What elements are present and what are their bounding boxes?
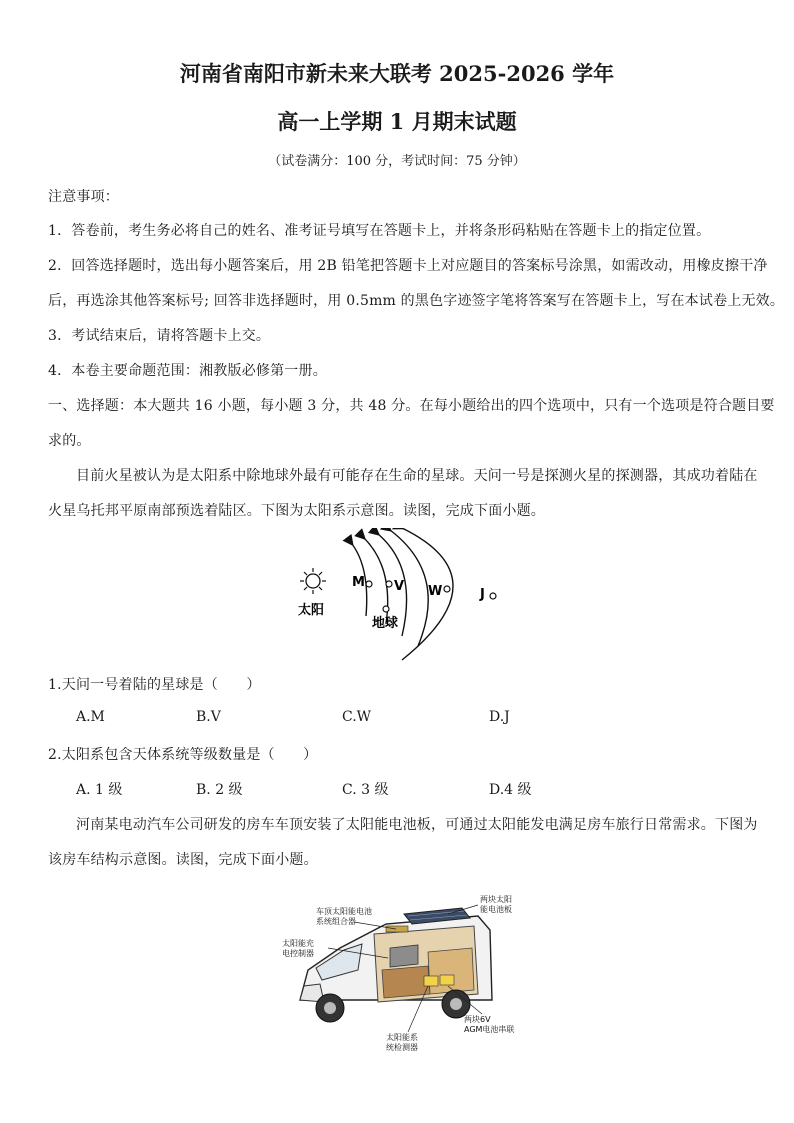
planet-j-dot [490, 593, 496, 599]
q1-option-a[interactable]: A.M [76, 709, 105, 725]
label-charge-controller-1: 太阳能充 [282, 939, 314, 948]
label-battery-2: AGM电池串联 [464, 1025, 515, 1034]
sun-icon [300, 568, 326, 594]
notes-heading: 注意事项： [48, 189, 119, 205]
sun-label: 太阳 [298, 603, 325, 618]
q2-option-c[interactable]: C. 3 级 [342, 782, 389, 798]
note-item-2: 2．回答选择题时，选出每小题答案后，用 2B 铅笔把答题卡上对应题目的答案标号涂黑，如需改动，用橡皮擦干净 [48, 258, 768, 274]
question-2-stem: 2.太阳系包含天体系统等级数量是（ ） [48, 747, 318, 763]
label-charge-controller-2: 电控制器 [282, 949, 314, 958]
q1-option-c[interactable]: C.W [342, 709, 372, 725]
exam-info: （试卷满分：100 分，考试时间：75 分钟） [268, 154, 526, 169]
note-item-2-cont: 后，再选涂其他答案标号; 回答非选择题时，用 0.5mm 的黑色字迹签字笔将答案写在答题卡上，写在本试卷上无效。 [48, 293, 785, 309]
note-item-1: 1．答卷前，考生务必将自己的姓名、准考证号填写在答题卡上，并将条形码粘贴在答题卡上的指定位置。 [48, 223, 711, 239]
passage2-line1: 河南某电动汽车公司研发的房车车顶安装了太阳能电池板，可通过太阳能发电满足房车旅行日常需求。下图为 [76, 817, 758, 833]
label-battery-1: 两块6V [464, 1015, 491, 1024]
note-item-3: 3．考试结束后，请将答题卡上交。 [48, 328, 271, 344]
earth-label: 地球 [372, 616, 399, 631]
question-1-stem: 1.天问一号着陆的星球是（ ） [48, 677, 261, 693]
label-system-detector-2: 统检测器 [386, 1043, 418, 1052]
q2-option-d[interactable]: D.4 级 [489, 782, 532, 798]
note-item-4: 4．本卷主要命题范围：湘教版必修第一册。 [48, 363, 327, 379]
label-roof-combiner-2: 系统组合器 [316, 917, 356, 926]
label-solar-panels-1: 两块太阳 [480, 895, 512, 904]
exam-title-line1: 河南省南阳市新未来大联考 2025-2026 学年 [179, 61, 615, 86]
q2-option-b[interactable]: B. 2 级 [196, 782, 243, 798]
planet-m-dot [366, 581, 372, 587]
exam-title-line2: 高一上学期 1 月期末试题 [277, 109, 517, 134]
planet-v-label: V [394, 579, 405, 594]
passage2-line2: 该房车结构示意图。读图，完成下面小题。 [48, 852, 318, 868]
solar-system-diagram [290, 528, 510, 668]
planet-v-dot [386, 581, 392, 587]
rv-structure-diagram [278, 890, 528, 1055]
earth-dot [383, 606, 389, 612]
label-roof-combiner-1: 车顶太阳能电池 [316, 907, 372, 916]
section1-heading-cont: 求的。 [48, 433, 91, 449]
planet-w-label: W [428, 584, 443, 599]
passage1-line2: 火星乌托邦平原南部预选着陆区。下图为太阳系示意图。读图，完成下面小题。 [48, 503, 545, 519]
planet-m-label: M [352, 575, 365, 590]
q1-option-b[interactable]: B.V [196, 709, 221, 725]
planet-w-dot [444, 586, 450, 592]
q2-option-a[interactable]: A. 1 级 [76, 782, 123, 798]
section1-heading: 一、选择题：本大题共 16 小题，每小题 3 分，共 48 分。在每小题给出的四个选项中，只有一个选项是符合题目要 [48, 398, 775, 414]
planet-j-label: J [480, 587, 485, 602]
label-solar-panels-2: 能电池板 [480, 905, 512, 914]
q1-option-d[interactable]: D.J [489, 709, 510, 725]
label-system-detector-1: 太阳能系 [386, 1033, 418, 1042]
passage1-line1: 目前火星被认为是太阳系中除地球外最有可能存在生命的星球。天问一号是探测火星的探测器，其成功着陆在 [76, 468, 758, 484]
